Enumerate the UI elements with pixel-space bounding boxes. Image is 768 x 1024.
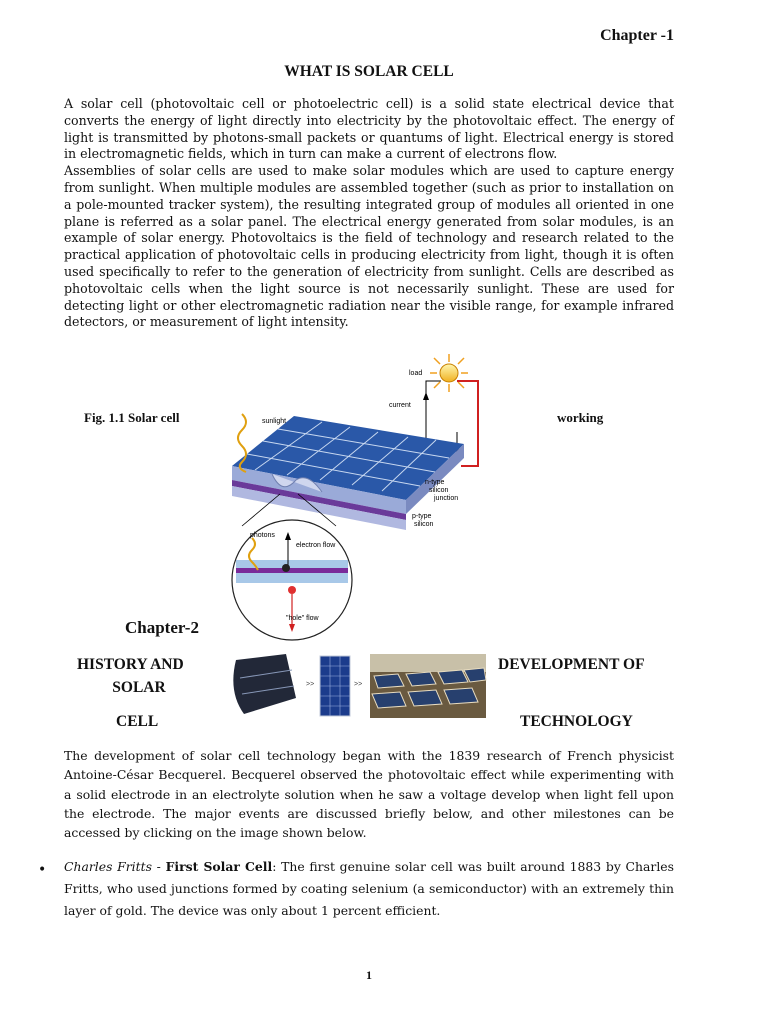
lightbulb-icon	[430, 354, 468, 392]
bullet-dash: -	[151, 859, 166, 874]
bullet-person-name: Charles Fritts	[64, 859, 152, 874]
chapter-2-label: Chapter-2	[125, 618, 199, 637]
label-junction: junction	[434, 495, 459, 502]
label-electron-flow: electron flow	[296, 542, 336, 549]
chapter-label: Chapter -1	[600, 27, 674, 44]
figure-caption-left: Fig. 1.1 Solar cell	[84, 410, 180, 425]
solar-array-image	[370, 654, 486, 718]
label-p-type: p-type	[412, 513, 432, 520]
label-sunlight: sunlight	[262, 418, 287, 425]
strip-arrow-1: >>	[306, 681, 315, 688]
bullet-text: : The first genuine solar cell was built around 1883 by Charles Fritts, who used junctions formed by coating selenium (a semiconductor) with an extremely thin layer of gold. The device was only about 1 percent efficient.	[64, 859, 674, 918]
intro-paragraph-1: A solar cell (photovoltaic cell or photoelectric cell) is a solid state electrical device that converts the energy of light directly into electricity by the photovoltaic effect. The energy of light is transmitted by photons-small packets or quantums of light. Electrical energy is stored in electromagnetic fields, which in turn can make a current of electrons flow.	[64, 96, 674, 162]
heading-history-and: HISTORY AND	[77, 656, 184, 673]
bullet-title: First Solar Cell	[165, 859, 273, 874]
heading-development-of: DEVELOPMENT OF	[498, 656, 645, 673]
solar-cell-diagram	[228, 354, 490, 642]
bullet-marker: •	[38, 862, 47, 878]
solar-module-image	[320, 656, 350, 716]
figure-caption-right: working	[557, 410, 604, 425]
strip-arrow-2: >>	[354, 681, 363, 688]
label-load: load	[409, 370, 423, 377]
heading-technology: TECHNOLOGY	[520, 713, 633, 730]
page-title: WHAT IS SOLAR CELL	[284, 63, 454, 80]
label-p-type-silicon: silicon	[414, 521, 434, 528]
label-current: current	[389, 402, 411, 409]
heading-cell: CELL	[116, 713, 159, 730]
chapter-2-paragraph: The development of solar cell technology began with the 1839 research of French physicist Antoine-César Becquerel. Becquerel observed the photovoltaic effect while experimenting with a solid electrode in an electrolyte solution when he saw a voltage develop when light fell upon the electrode. The major events are discussed briefly below, and other milestones can be accessed by clicking on the image shown below.	[64, 748, 674, 841]
page-number: 1	[366, 968, 372, 982]
heading-solar: SOLAR	[112, 679, 166, 696]
label-photons: photons	[250, 532, 275, 539]
label-n-type: n-type	[425, 479, 445, 486]
intro-section	[64, 96, 674, 331]
label-hole-flow: "hole" flow	[286, 615, 319, 622]
list-item	[64, 856, 674, 922]
intro-paragraph-2: Assemblies of solar cells are used to make solar modules which are used to capture energy from sunlight. When multiple modules are assembled together (such as prior to installation on a pole-mounted tracker system), the resulting integrated group of modules all oriented in one plane is referred as a solar panel. The electrical energy generated from solar modules, is an example of solar energy. Photovoltaics is the field of technology and research related to the practical application of photovoltaic cells in producing electricity from light, though it is often used specifically to refer to the generation of electricity from sunlight. Cells are described as photovoltaic cells when the light source is not necessarily sunlight. These are used for detecting light or other electromagnetic radiation near the visible range, for example infrared detectors, or measurement of light intensity.	[64, 163, 674, 330]
label-n-type-silicon: silicon	[429, 487, 449, 494]
